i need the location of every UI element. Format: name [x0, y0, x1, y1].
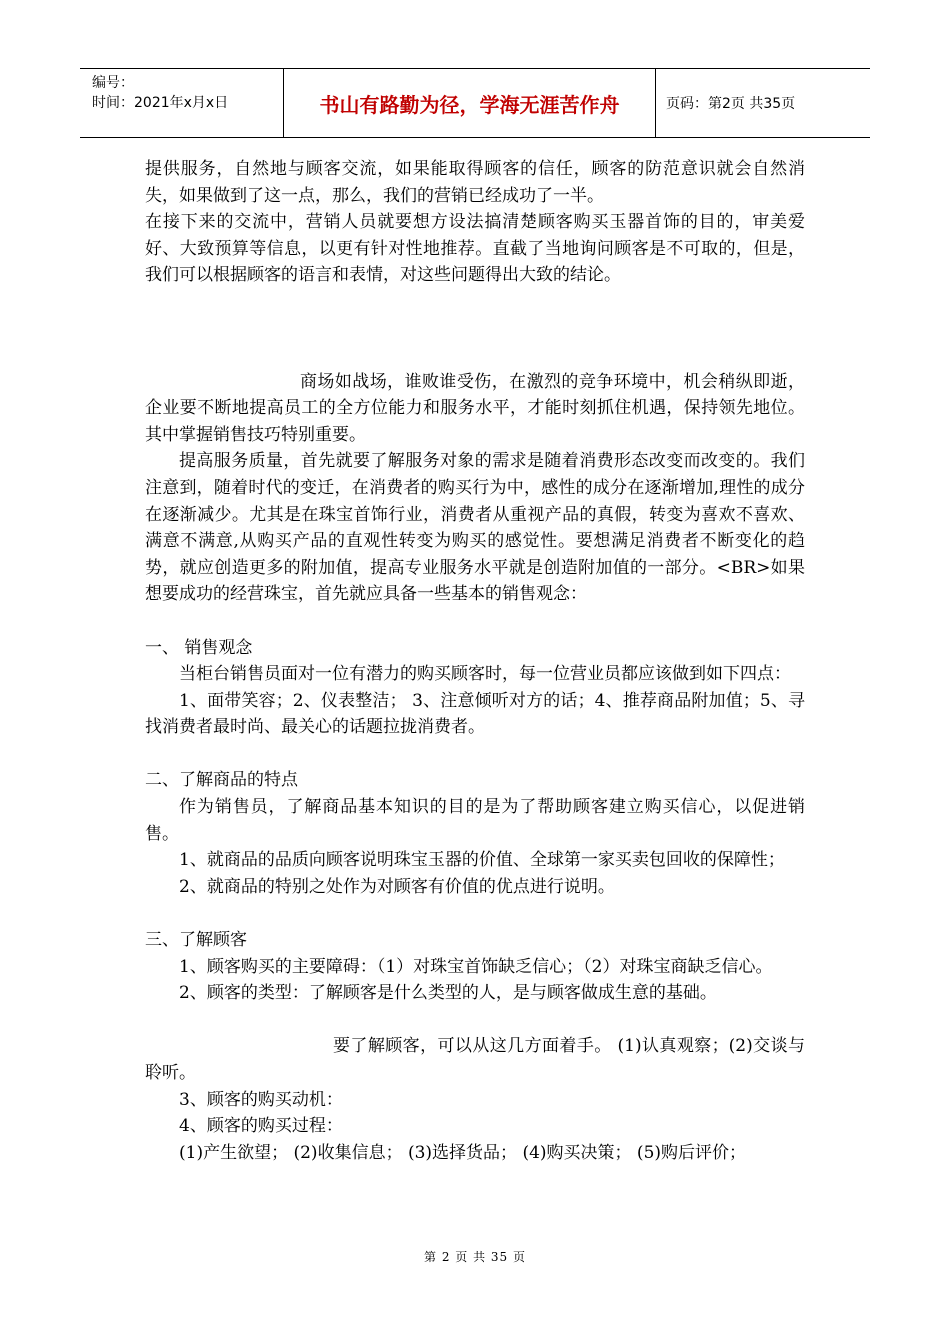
- paragraph: 2、顾客的类型：了解顾客是什么类型的人，是与顾客做成生意的基础。: [179, 983, 717, 1004]
- section-heading: 一、 销售观念: [145, 637, 253, 658]
- header-motto: 书山有路勤为径，学海无涯苦作舟: [284, 69, 656, 137]
- header-page-number: 页码：第2页 共35页: [666, 96, 796, 112]
- paragraph: 4、顾客的购买过程：: [179, 1116, 343, 1137]
- header-info-cell: [80, 69, 284, 137]
- page-header: [80, 68, 870, 138]
- paragraph: 当柜台销售员面对一位有潜力的购买顾客时，每一位营业员都应该做到如下四点：: [179, 664, 791, 685]
- paragraph: 要了解顾客，可以从这几方面着手。 (1)认真观察；(2)交谈与聆听。: [145, 1036, 805, 1083]
- section-heading: 三、了解顾客: [145, 930, 247, 951]
- paragraph: 3、顾客的购买动机：: [179, 1089, 343, 1110]
- paragraph: 作为销售员，了解商品基本知识的目的是为了帮助顾客建立购买信心，以促进销售。: [145, 797, 805, 844]
- paragraph: 1、面带笑容；2、仪表整洁； 3、注意倾听对方的话；4、推荐商品附加值；5、寻找消费者最时尚、最关心的话题拉拢消费者。: [145, 690, 805, 738]
- paragraph: 商场如战场，谁败谁受伤，在激烈的竞争环境中，机会稍纵即逝，企业要不断地提高员工的全方位能力和服务水平，才能时刻抓住机遇，保持领先地位。其中掌握销售技巧特别重要。: [145, 371, 805, 445]
- document-date: 时间：2021年x月x日: [92, 95, 229, 111]
- paragraph: 提高服务质量，首先就要了解服务对象的需求是随着消费形态改变而改变的。我们注意到，随着时代的变迁，在消费者的购买行为中，感性的成分在逐渐增加,理性的成分在逐渐减少。尤其是在珠宝首饰行业，消费者从重视产品的真假，转变为喜欢不喜欢、满意不满意,从购买产品的直观性转变为购买的感觉性。要想满足消费者不断变化的趋势，就应创造更多的附加值，提高专业服务水平就是创造附加值的一部分。<BR>如果想要成功的经营珠宝，首先就应具备一些基本的销售观念：: [145, 451, 805, 605]
- document-number: 编号：: [92, 75, 134, 91]
- paragraph: 1、就商品的品质向顾客说明珠宝玉器的价值、全球第一家买卖包回收的保障性；: [179, 850, 785, 871]
- paragraph: 1、顾客购买的主要障碍：（1）对珠宝首饰缺乏信心；（2）对珠宝商缺乏信心。: [179, 956, 773, 977]
- paragraph: (1)产生欲望； (2)收集信息； (3)选择货品； (4)购买决策； (5)购后评价；: [179, 1142, 747, 1163]
- document-body: [145, 156, 805, 1166]
- page-footer: 第 2 页 共 35 页: [424, 1250, 526, 1264]
- paragraph: 提供服务，自然地与顾客交流，如果能取得顾客的信任，顾客的防范意识就会自然消失，如果做到了这一点，那么，我们的营销已经成功了一半。: [145, 159, 805, 206]
- paragraph: 2、就商品的特别之处作为对顾客有价值的优点进行说明。: [179, 876, 615, 897]
- paragraph: 在接下来的交流中，营销人员就要想方设法搞清楚顾客购买玉器首饰的目的，审美爱好、大致预算等信息，以更有针对性地推荐。直截了当地询问顾客是不可取的，但是，我们可以根据顾客的语言和表情，对这些问题得出大致的结论。: [145, 212, 805, 286]
- section-heading: 二、了解商品的特点: [145, 770, 298, 791]
